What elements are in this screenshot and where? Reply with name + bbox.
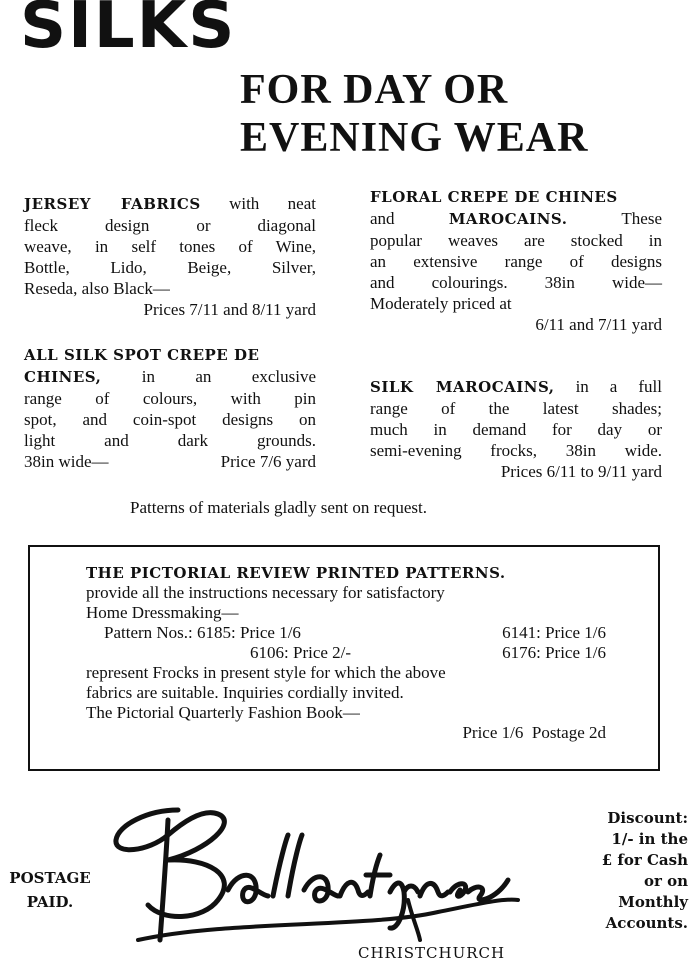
floral-heading: FLORAL CREPE DE CHINES [370, 188, 618, 206]
jersey-last-line: Reseda, also Black— [24, 279, 170, 298]
pictorial-heading: THE PICTORIAL REVIEW PRINTED PATTERNS. [86, 564, 506, 582]
pictorial-line-2: Home Dressmaking— [86, 603, 239, 622]
pattern-number: 6176: [502, 643, 541, 662]
jersey-price: Prices 7/11 and 8/11 yard [143, 300, 316, 319]
pattern-price: Price 1/6 [240, 623, 301, 642]
floral-line-2-rest: These [621, 209, 662, 228]
silk-marocains-block [370, 376, 662, 482]
floral-last-line: Moderately priced at [370, 294, 512, 313]
spot-price: Price 7/6 yard [220, 452, 316, 471]
discount-line: Monthly [618, 893, 688, 911]
pattern-number: 6141: [502, 623, 541, 642]
spot-line: spot, and coin-spot designs on [24, 410, 316, 429]
spot-crepe-block [24, 345, 316, 472]
pictorial-line-5: The Pictorial Quarterly Fashion Book— [86, 703, 360, 722]
discount-line: Accounts. [605, 914, 688, 932]
marocains-line: much in demand for day or [370, 420, 662, 439]
jersey-line: Bottle, Lido, Beige, Silver, [24, 258, 316, 277]
book-postage: Postage 2d [531, 723, 606, 742]
spot-heading-2: CHINES, [24, 368, 102, 386]
ad-title: SILKS [20, 0, 237, 63]
floral-line: and colourings. 38in wide— [370, 273, 662, 292]
subtitle-line-2: EVENING WEAR [240, 115, 589, 161]
pictorial-line-1: provide all the instructions necessary for satisfactory [86, 583, 445, 602]
discount-line: £ for Cash [601, 851, 688, 869]
city-name: CHRISTCHURCH [358, 944, 506, 962]
pictorial-line-4: fabrics are suitable. Inquiries cordially invited. [86, 683, 404, 702]
floral-line: an extensive range of designs [370, 252, 662, 271]
floral-line: popular weaves are stocked in [370, 231, 662, 250]
marocains-price: Prices 6/11 to 9/11 yard [500, 462, 662, 481]
postage-paid [0, 866, 100, 914]
pictorial-review-content [86, 563, 606, 743]
pattern-number: 6185: [197, 623, 236, 642]
marocains-line: semi-evening frocks, 38in wide. [370, 441, 662, 460]
discount-note [560, 808, 688, 934]
pattern-row-1 [86, 623, 606, 643]
subtitle-line-1: FOR DAY OR [240, 67, 509, 113]
pattern-number: 6106: [250, 643, 289, 662]
pattern-label: Pattern Nos.: [104, 623, 193, 642]
book-price: Price 1/6 [462, 723, 524, 742]
marocains-line-1-rest: in a full [575, 377, 662, 396]
ballantynes-signature-logo [108, 800, 528, 950]
jersey-line: fleck design or diagonal [24, 216, 316, 235]
jersey-heading: JERSEY FABRICS [24, 195, 201, 213]
spot-line-2-rest: in an exclusive [141, 367, 317, 386]
pattern-row-2 [86, 643, 606, 663]
jersey-line: weave, in self tones of Wine, [24, 237, 316, 256]
pictorial-line-3: represent Frocks in present style for which the above [86, 663, 446, 682]
jersey-line-1-rest: with neat [229, 194, 316, 213]
floral-crepe-block [370, 187, 662, 335]
jersey-fabrics-block [24, 193, 316, 320]
pattern-price: Price 1/6 [545, 623, 606, 642]
book-price-line [86, 723, 606, 743]
floral-line-2-start: and [370, 209, 395, 228]
postage-line-2: PAID. [26, 893, 74, 911]
ad-subtitle [240, 66, 588, 162]
spot-heading-1: ALL SILK SPOT CREPE DE [24, 346, 260, 364]
spot-last-line: 38in wide— [24, 452, 109, 471]
marocains-line: range of the latest shades; [370, 399, 662, 418]
floral-heading-2: MAROCAINS. [448, 210, 568, 228]
pattern-price: Price 2/- [292, 643, 352, 662]
floral-price: 6/11 and 7/11 yard [535, 315, 662, 334]
postage-line-1: POSTAGE [9, 869, 91, 887]
marocains-heading: SILK MAROCAINS, [370, 378, 555, 396]
pictorial-review-box [28, 545, 660, 771]
spot-line: light and dark grounds. [24, 431, 316, 450]
discount-line: 1/- in the [611, 830, 688, 848]
discount-line: or on [643, 872, 688, 890]
patterns-note: Patterns of materials gladly sent on request. [130, 498, 427, 517]
spot-line: range of colours, with pin [24, 389, 316, 408]
pattern-price: Price 1/6 [545, 643, 606, 662]
discount-line: Discount: [607, 809, 688, 827]
